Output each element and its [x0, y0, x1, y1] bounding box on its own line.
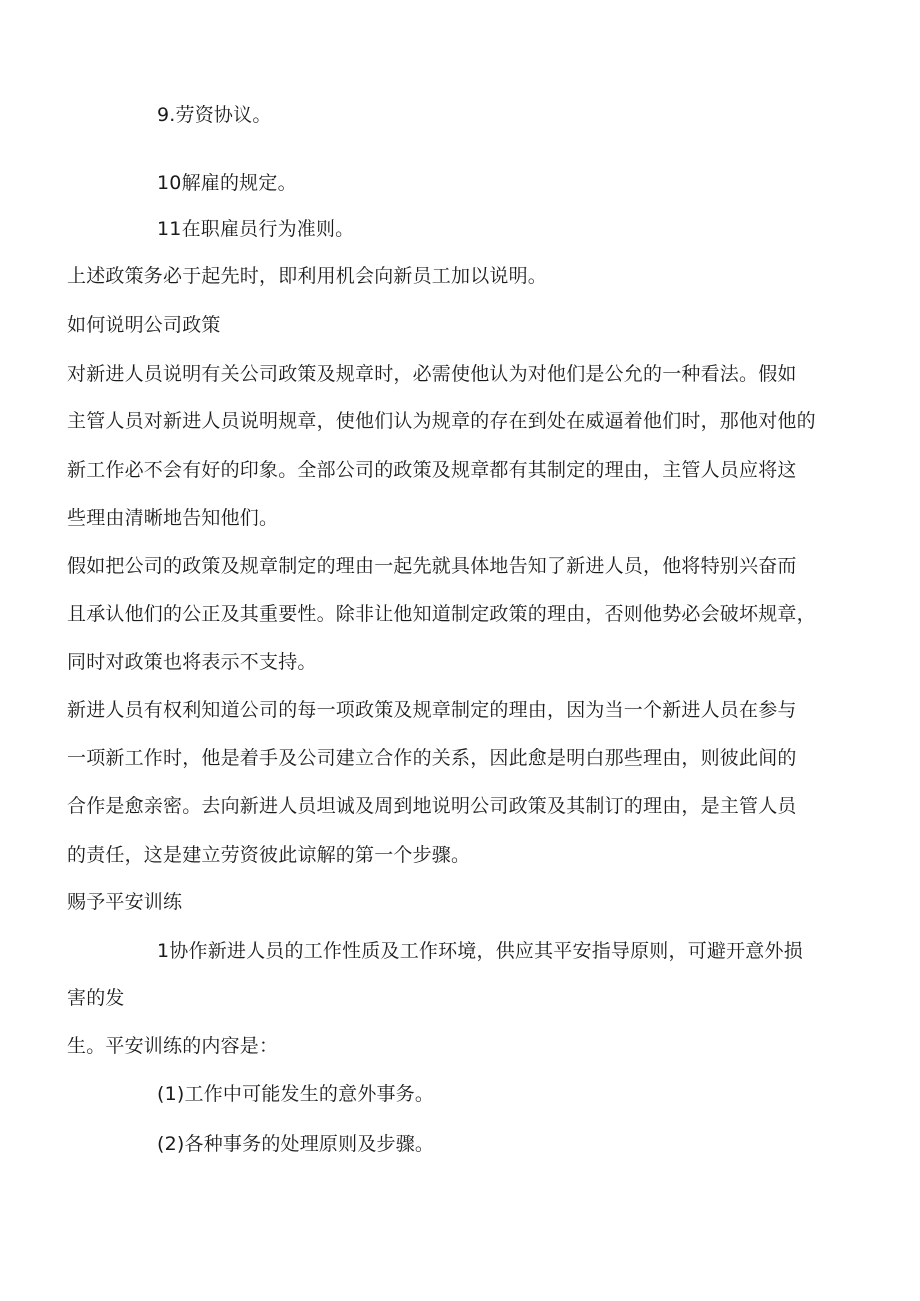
- paragraph-line: 合作是愈亲密。去向新进人员坦诚及周到地说明公司政策及其制订的理由，是主管人员: [67, 795, 797, 817]
- sub-item-2: (2)各种事务的处理原则及步骤。: [157, 1133, 435, 1155]
- paragraph-line: 新工作必不会有好的印象。全部公司的政策及规章都有其制定的理由，主管人员应将这: [67, 459, 797, 481]
- paragraph-line: 同时对政策也将表示不支持。: [67, 651, 317, 673]
- list-item-10: 10解雇的规定。: [157, 172, 297, 194]
- paragraph-line: 一项新工作时，他是着手及公司建立合作的关系，因此愈是明白那些理由，则彼此间的: [67, 747, 797, 769]
- paragraph-line: 新进人员有权利知道公司的每一项政策及规章制定的理由，因为当一个新进人员在参与: [67, 699, 797, 721]
- paragraph-line: 些理由清晰地告知他们。: [67, 507, 279, 529]
- section-heading: 如何说明公司政策: [67, 314, 221, 336]
- paragraph-line: 假如把公司的政策及规章制定的理由一起先就具体地告知了新进人员，他将特别兴奋而: [67, 555, 797, 577]
- paragraph-line: 生。平安训练的内容是：: [67, 1035, 279, 1057]
- sub-item-1: (1)工作中可能发生的意外事务。: [157, 1083, 435, 1105]
- list-item-1: 1协作新进人员的工作性质及工作环境，供应其平安指导原则，可避开意外损: [157, 940, 803, 962]
- section-heading: 赐予平安训练: [67, 891, 183, 913]
- paragraph-line: 害的发: [67, 987, 125, 1009]
- paragraph-line: 上述政策务必于起先时，即利用机会向新员工加以说明。: [67, 265, 548, 287]
- paragraph-line: 对新进人员说明有关公司政策及规章时，必需使他认为对他们是公允的一种看法。假如: [67, 363, 797, 385]
- paragraph-line: 的责任，这是建立劳资彼此谅解的第一个步骤。: [67, 844, 471, 866]
- paragraph-line: 且承认他们的公正及其重要性。除非让他知道制定政策的理由，否则他势必会破坏规章，: [67, 603, 816, 625]
- list-item-11: 11在职雇员行为准则。: [157, 218, 355, 240]
- paragraph-line: 主管人员对新进人员说明规章，使他们认为规章的存在到处在威逼着他们时，那他对他的: [67, 410, 816, 432]
- list-item-9: 9.劳资协议。: [157, 104, 272, 126]
